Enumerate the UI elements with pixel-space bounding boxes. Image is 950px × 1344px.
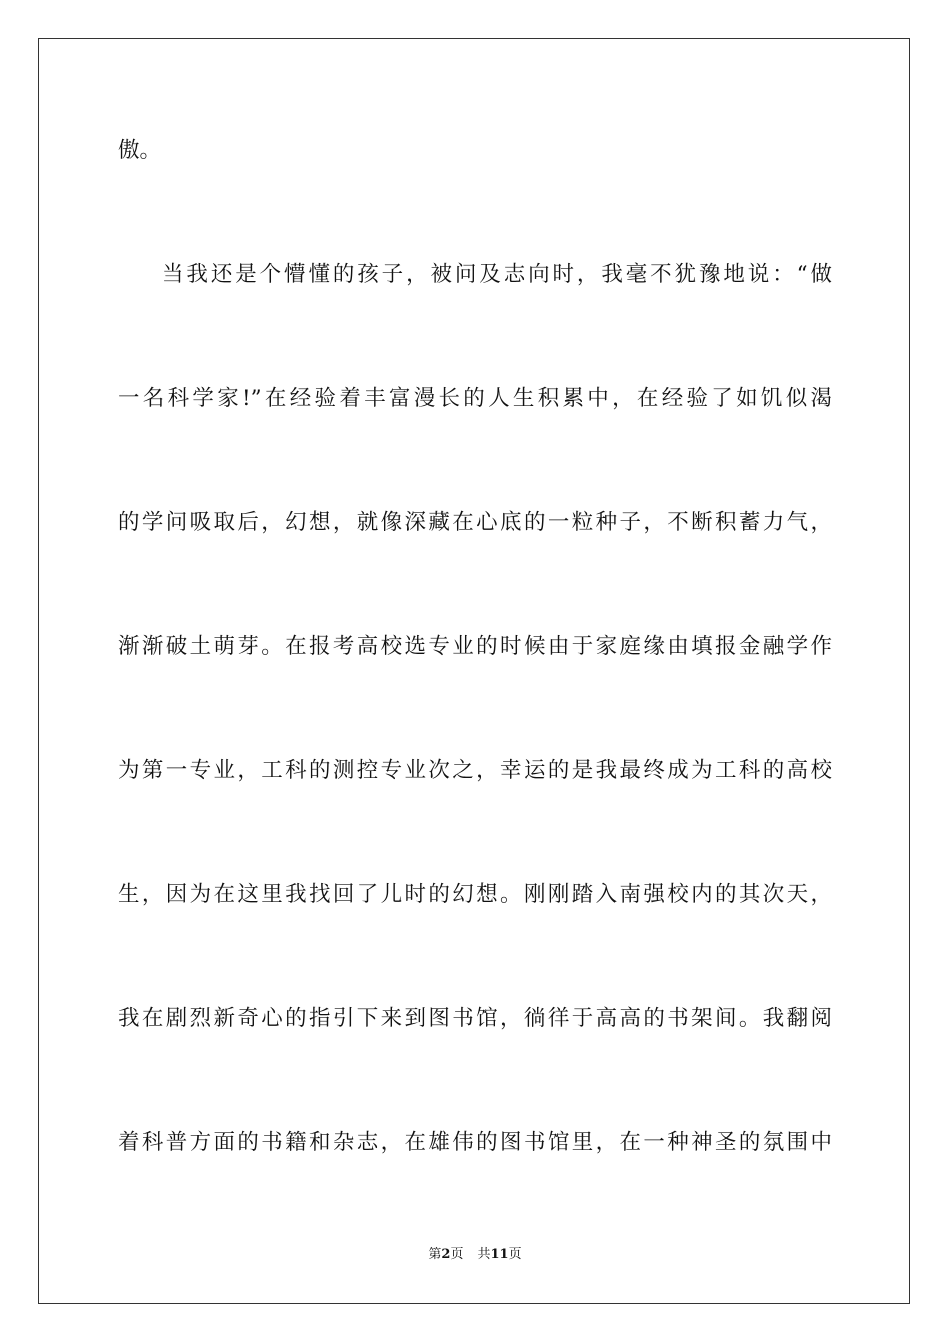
body-line-4: 的学问吸取后，幻想，就像深藏在心底的一粒种子，不断积蓄力气，	[118, 510, 832, 535]
footer-total-pages: 11	[490, 1247, 509, 1262]
body-line-6: 为第一专业，工科的测控专业次之，幸运的是我最终成为工科的高校	[118, 758, 832, 783]
body-line-7: 生，因为在这里我找回了儿时的幻想。刚刚踏入南强校内的其次天，	[118, 882, 832, 907]
footer-page-prefix: 第	[428, 1247, 442, 1262]
page-frame	[38, 38, 910, 1304]
body-line-8: 我在剧烈新奇心的指引下来到图书馆，徜徉于高高的书架间。我翻阅	[118, 1006, 832, 1031]
body-line-5: 渐渐破土萌芽。在报考高校选专业的时候由于家庭缘由填报金融学作	[118, 634, 832, 659]
footer-total-suffix: 页	[508, 1247, 522, 1262]
page-footer	[0, 1245, 950, 1265]
body-line-1: 傲。	[118, 138, 162, 163]
body-line-9: 着科普方面的书籍和杂志，在雄伟的图书馆里，在一种神圣的氛围中	[118, 1130, 832, 1155]
footer-page-suffix: 页	[450, 1247, 464, 1262]
footer-current-page: 2	[441, 1247, 451, 1262]
footer-total-prefix: 共	[477, 1247, 491, 1262]
body-line-3: 一名科学家!”在经验着丰富漫长的人生积累中，在经验了如饥似渴	[118, 386, 832, 411]
body-line-2: 当我还是个懵懂的孩子，被问及志向时，我毫不犹豫地说：“做	[162, 262, 832, 287]
